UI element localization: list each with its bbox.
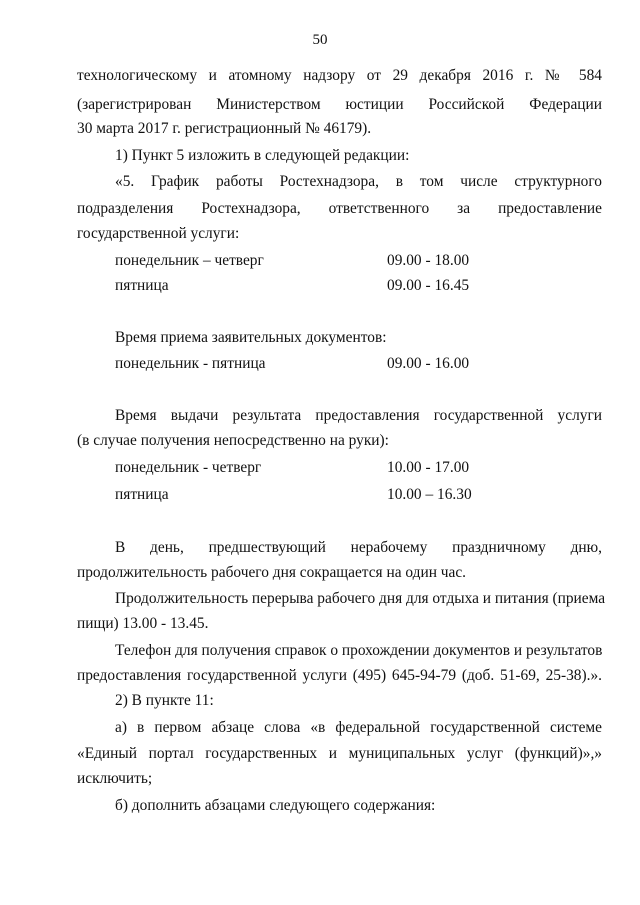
- text-line: предоставления государственной услуги (495) 645-94-79 (доб. 51-69, 25-38).».: [77, 667, 602, 684]
- text-line: продолжительность рабочего дня сокращается на один час.: [77, 564, 467, 581]
- text-line: б) дополнить абзацами следующего содержания:: [115, 797, 436, 814]
- text-line: Время выдачи результата предоставления государственной услуги: [115, 407, 602, 424]
- text-line: технологическому и атомному надзору от 29 декабря 2016 г. № 584: [77, 67, 602, 84]
- text-line: Телефон для получения справок о прохождении документов и результатов: [115, 642, 603, 659]
- text-line: Время приема заявительных документов:: [115, 329, 387, 346]
- schedule-day: понедельник – четверг: [115, 252, 264, 269]
- text-line: государственной услуги:: [77, 225, 240, 242]
- schedule-day: пятница: [115, 277, 169, 294]
- text-line: (зарегистрирован Министерством юстиции Российской Федерации: [77, 96, 602, 113]
- text-line: «Единый портал государственных и муниципальных услуг (функций)»,»: [77, 745, 602, 762]
- page-number: 50: [312, 32, 328, 48]
- text-line: исключить;: [77, 770, 153, 787]
- text-line: 1) Пункт 5 изложить в следующей редакции:: [115, 147, 410, 164]
- schedule-hours: 10.00 - 17.00: [387, 459, 470, 476]
- text-line: 2) В пункте 11:: [115, 692, 214, 709]
- schedule-hours: 09.00 - 16.00: [387, 355, 470, 372]
- text-line: 30 марта 2017 г. регистрационный № 46179).: [77, 120, 372, 137]
- text-line: «5. График работы Ростехнадзора, в том числе структурного: [115, 173, 602, 190]
- text-line: подразделения Ростехнадзора, ответственного за предоставление: [77, 200, 602, 217]
- schedule-hours: 09.00 - 18.00: [387, 252, 470, 269]
- text-line: (в случае получения непосредственно на руки):: [77, 432, 389, 449]
- text-line: пищи) 13.00 - 13.45.: [77, 615, 209, 632]
- text-line: В день, предшествующий нерабочему праздничному дню,: [115, 539, 602, 556]
- schedule-hours: 09.00 - 16.45: [387, 277, 470, 294]
- schedule-day: понедельник - пятница: [115, 355, 266, 372]
- schedule-day: пятница: [115, 486, 169, 503]
- schedule-day: понедельник - четверг: [115, 459, 262, 476]
- text-line: Продолжительность перерыва рабочего дня для отдыха и питания (приема: [115, 590, 606, 607]
- text-line: а) в первом абзаце слова «в федеральной государственной системе: [115, 719, 602, 736]
- schedule-hours: 10.00 – 16.30: [387, 486, 472, 503]
